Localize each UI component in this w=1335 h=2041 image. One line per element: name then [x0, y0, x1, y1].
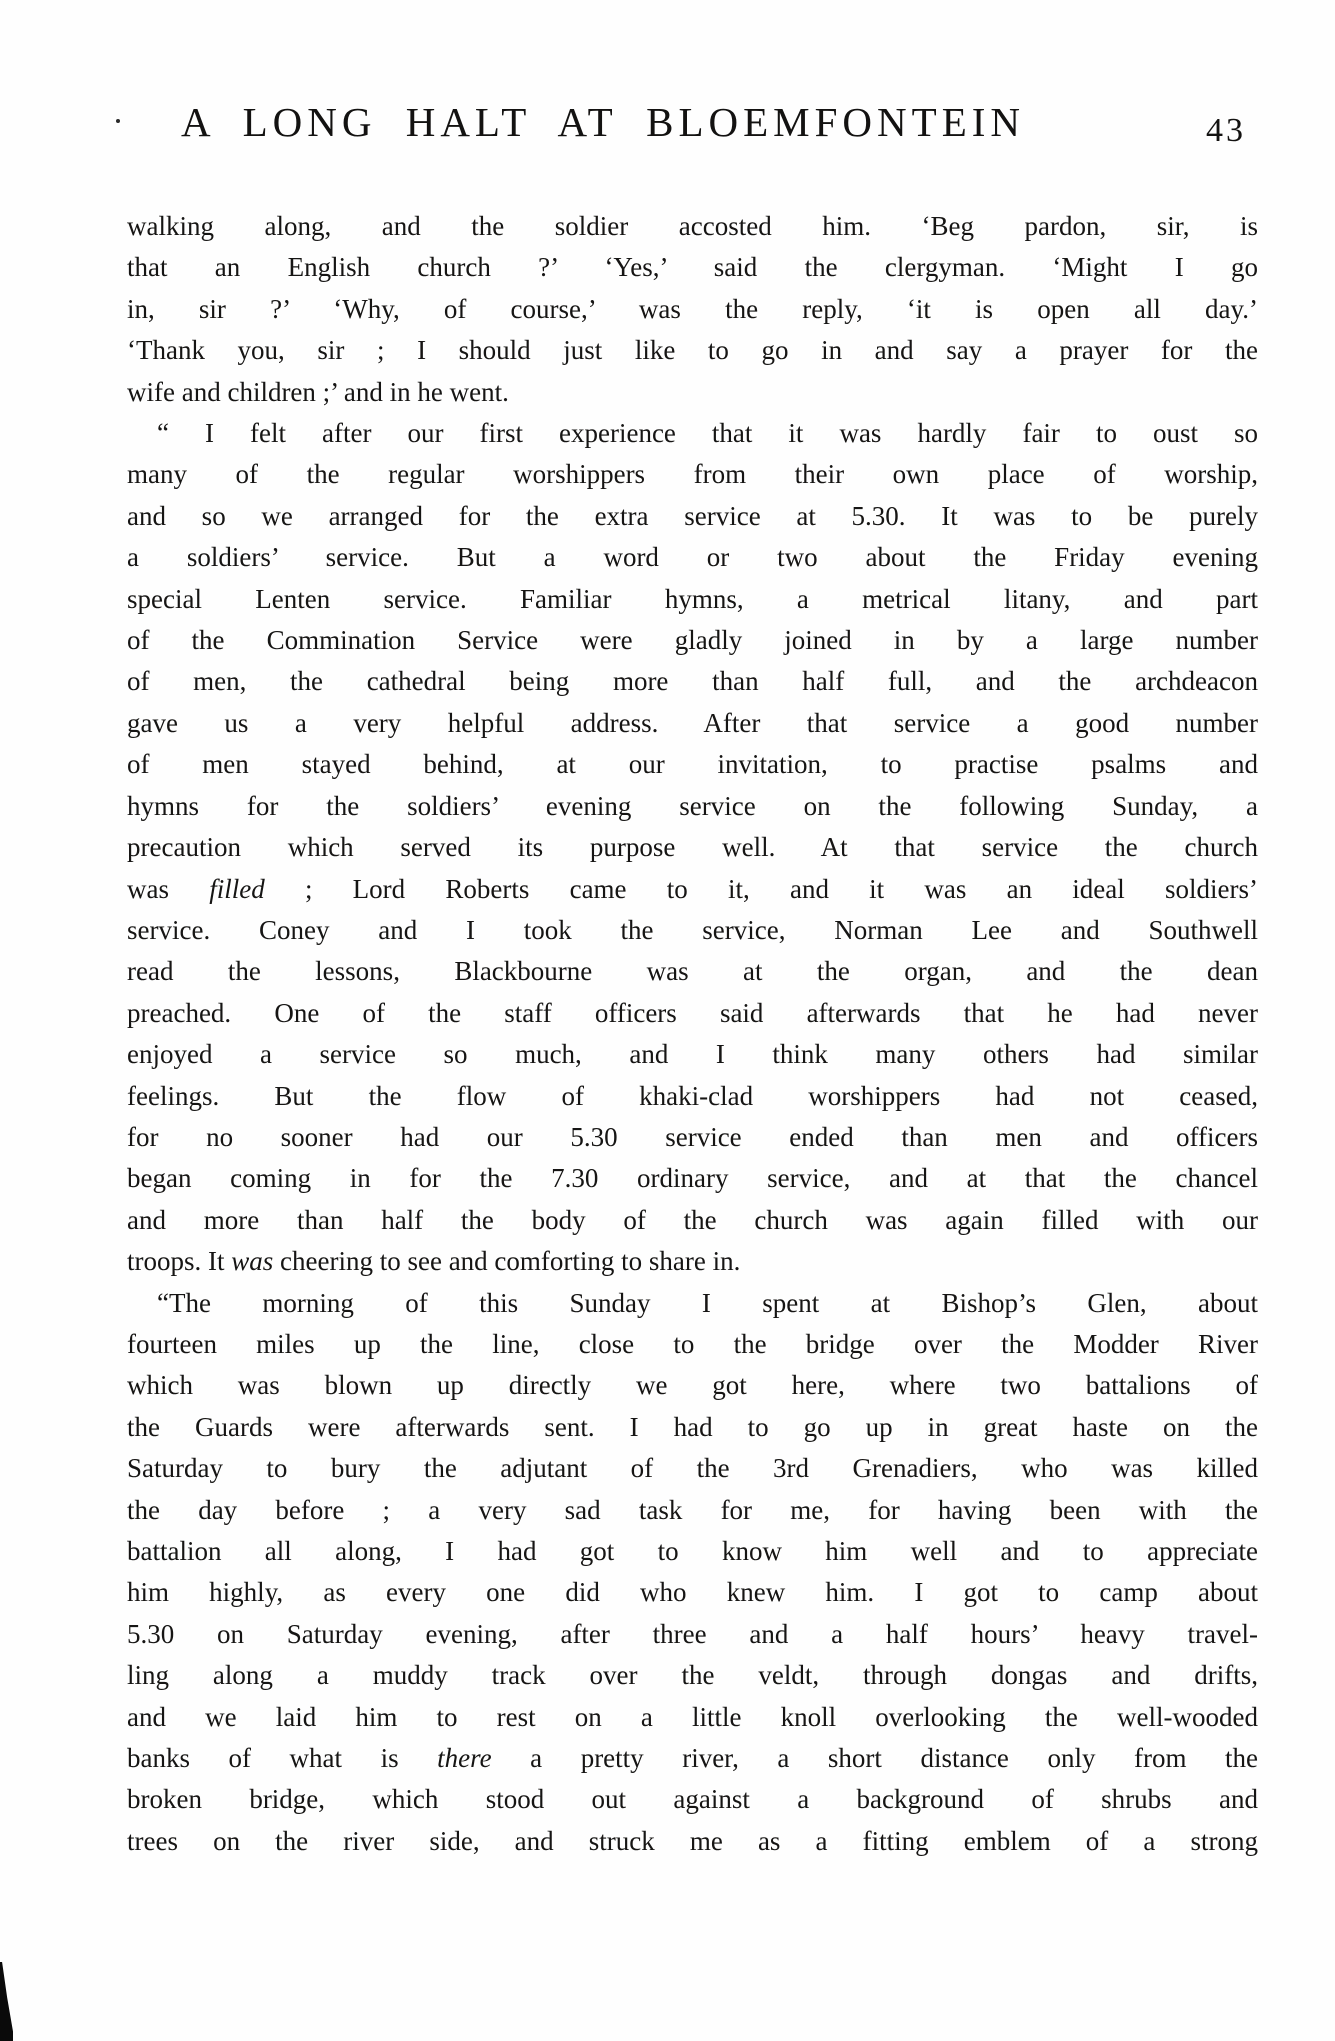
italic-text: there	[437, 1743, 492, 1774]
text-segment: which was blown up directly we got here, where two battalions of	[127, 1370, 1258, 1401]
text-line	[127, 537, 1258, 578]
text-line	[127, 1738, 1258, 1779]
text-segment: the day before ; a very sad task for me, for having been with the	[127, 1494, 1258, 1525]
page-title: A LONG HALT AT BLOEMFONTEIN	[181, 99, 1025, 145]
text-line	[127, 1531, 1258, 1572]
text-segment: ‘Thank you, sir ; I should just like to go in and say a prayer for the	[127, 335, 1258, 366]
text-segment: 5.30 on Saturday evening, after three and a half hours’ heavy travel-	[127, 1618, 1258, 1649]
text-segment: and so we arranged for the extra service at 5.30. It was to be purely	[127, 500, 1258, 531]
text-line	[127, 869, 1258, 910]
text-line	[127, 1241, 1258, 1282]
text-segment: the Guards were afterwards sent. I had to go up in great haste on the	[127, 1411, 1258, 1442]
text-segment: banks of what is	[127, 1743, 438, 1774]
text-line	[127, 496, 1258, 537]
text-segment: troops. It	[127, 1246, 232, 1277]
text-segment: fourteen miles up the line, close to the bridge over the Modder River	[127, 1328, 1258, 1359]
text-line	[127, 1076, 1258, 1117]
text-segment: of the Commination Service were gladly joined in by a large number	[127, 625, 1258, 656]
text-segment: ; Lord Roberts came to it, and it was an ideal soldiers’	[264, 873, 1258, 904]
text-line	[127, 661, 1258, 702]
text-segment: precaution which served its purpose well. At that service the church	[127, 832, 1258, 863]
text-segment: cheering to see and comforting to share in.	[273, 1246, 741, 1277]
text-segment: that an English church ?’ ‘Yes,’ said the clergyman. ‘Might I go	[127, 252, 1258, 283]
text-line	[127, 1158, 1258, 1199]
text-segment: Saturday to bury the adjutant of the 3rd Grenadiers, who was killed	[127, 1453, 1258, 1484]
text-segment: ling along a muddy track over the veldt, through dongas and drifts,	[127, 1660, 1258, 1691]
italic-text: was	[231, 1246, 274, 1277]
text-line	[127, 1283, 1258, 1324]
text-segment: read the lessons, Blackbourne was at the organ, and the dean	[127, 956, 1258, 987]
text-segment: for no sooner had our 5.30 service ended than men and officers	[127, 1121, 1258, 1152]
text-segment: began coming in for the 7.30 ordinary service, and at that the chancel	[127, 1163, 1258, 1194]
text-line	[127, 1614, 1258, 1655]
text-segment: broken bridge, which stood out against a background of shrubs and	[127, 1784, 1258, 1815]
text-line	[127, 206, 1258, 247]
text-line	[127, 910, 1258, 951]
text-segment: battalion all along, I had got to know him well and to appreciate	[127, 1536, 1258, 1566]
text-segment: a pretty river, a short distance only from the	[491, 1743, 1258, 1774]
text-line	[127, 786, 1258, 827]
text-line	[127, 579, 1258, 620]
text-line	[127, 1407, 1258, 1448]
text-segment: was	[127, 873, 210, 904]
text-segment: service. Coney and I took the service, Norman Lee and Southwell	[127, 914, 1258, 945]
text-line	[127, 1365, 1258, 1406]
text-segment: walking along, and the soldier accosted him. ‘Beg pardon, sir, is	[127, 211, 1258, 241]
text-segment: preached. One of the staff officers said afterwards that he had never	[127, 997, 1258, 1028]
text-line	[127, 1697, 1258, 1738]
text-line	[127, 1200, 1258, 1241]
text-segment: enjoyed a service so much, and I think many others had similar	[127, 1039, 1258, 1070]
text-segment: feelings. But the flow of khaki-clad worshippers had not ceased,	[127, 1080, 1258, 1111]
body-text	[127, 206, 1258, 1862]
text-line	[127, 1324, 1258, 1365]
text-segment: special Lenten service. Familiar hymns, a metrical litany, and part	[127, 583, 1258, 614]
text-segment: many of the regular worshippers from their own place of worship,	[127, 459, 1258, 490]
page-number: 43	[1206, 112, 1246, 149]
text-segment: trees on the river side, and struck me as a fitting emblem of a strong	[127, 1825, 1258, 1856]
ink-mark	[0, 1962, 13, 2041]
text-line	[127, 247, 1258, 288]
text-line	[127, 413, 1258, 454]
text-segment: hymns for the soldiers’ evening service on the following Sunday, a	[127, 790, 1258, 821]
scan-speck	[116, 119, 120, 123]
text-line	[127, 827, 1258, 868]
text-segment: and we laid him to rest on a little knoll overlooking the well-wooded	[127, 1701, 1258, 1732]
italic-text: filled	[209, 873, 265, 904]
text-line	[127, 1034, 1258, 1075]
text-segment: a soldiers’ service. But a word or two about the Friday evening	[127, 542, 1258, 573]
text-segment: “The morning of this Sunday I spent at Bishop’s Glen, about	[157, 1287, 1258, 1318]
text-segment: of men stayed behind, at our invitation, to practise psalms and	[127, 749, 1258, 780]
text-segment: and more than half the body of the church was again filled with our	[127, 1204, 1258, 1235]
text-line	[127, 703, 1258, 744]
text-line	[127, 454, 1258, 495]
text-line	[127, 993, 1258, 1034]
text-line	[127, 1821, 1258, 1862]
text-line	[127, 1117, 1258, 1158]
text-segment: of men, the cathedral being more than half full, and the archdeacon	[127, 666, 1258, 697]
text-segment: in, sir ?’ ‘Why, of course,’ was the reply, ‘it is open all day.’	[127, 293, 1258, 324]
text-segment: him highly, as every one did who knew him. I got to camp about	[127, 1577, 1258, 1608]
text-line	[127, 1448, 1258, 1489]
text-line	[127, 289, 1258, 330]
text-line	[127, 1572, 1258, 1613]
text-segment: gave us a very helpful address. After that service a good number	[127, 707, 1258, 738]
text-line	[127, 1655, 1258, 1696]
text-line	[127, 620, 1258, 661]
text-line	[127, 744, 1258, 785]
text-line	[127, 951, 1258, 992]
text-segment: wife and children ;’ and in he went.	[127, 376, 509, 407]
running-header	[127, 98, 1258, 158]
text-segment: “ I felt after our first experience that it was hardly fair to oust so	[157, 418, 1258, 449]
text-line	[127, 372, 1258, 413]
text-line	[127, 1779, 1258, 1820]
text-line	[127, 330, 1258, 371]
text-line	[127, 1490, 1258, 1531]
